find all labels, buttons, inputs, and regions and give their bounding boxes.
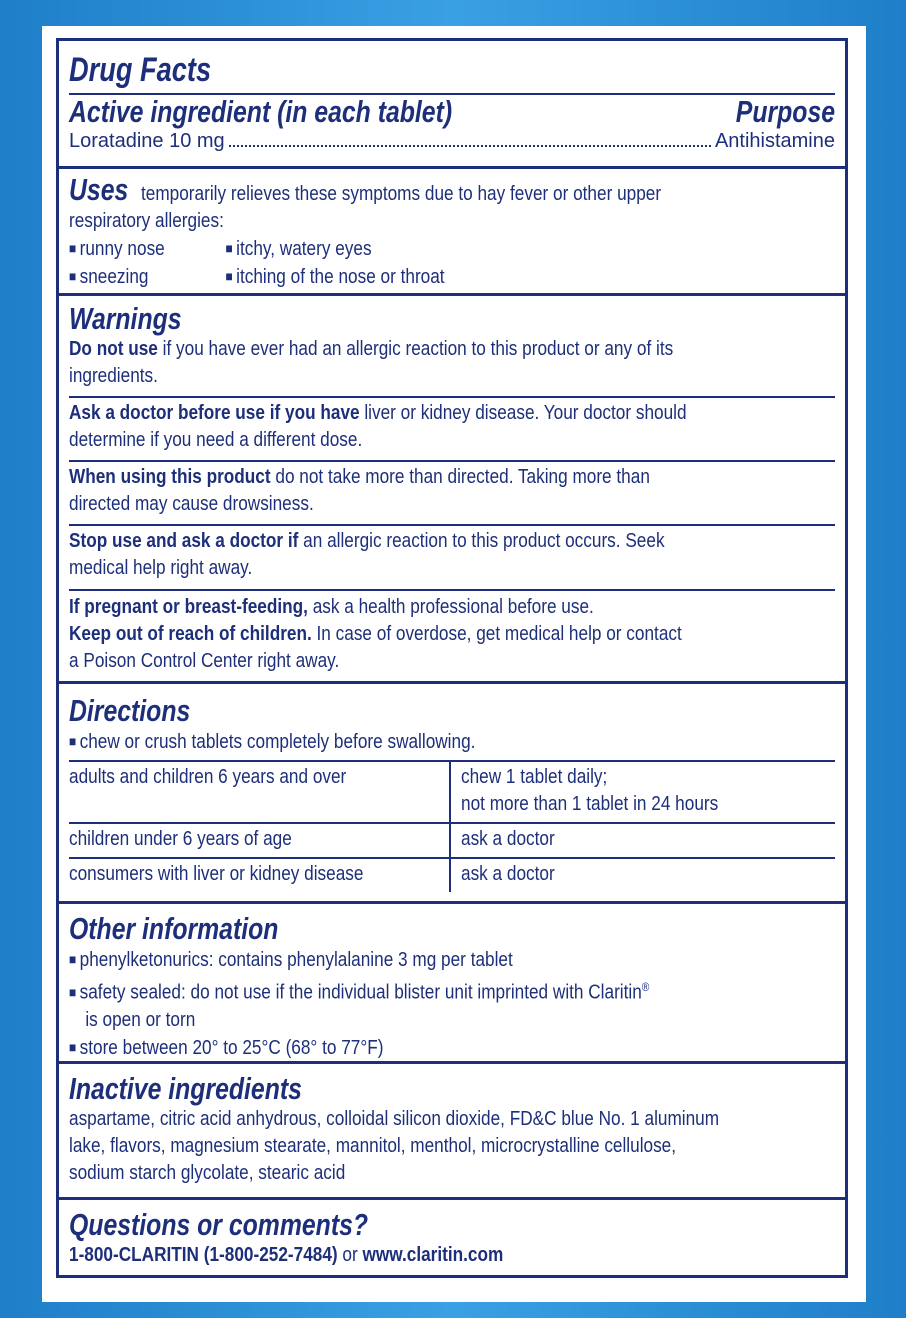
directions-heading: Directions [69, 693, 191, 728]
phone-number[interactable]: 1-800-CLARITIN (1-800-252-7484) [69, 1244, 338, 1266]
ingredient-name: Loratadine 10 mg [69, 130, 225, 152]
bold-lead: Ask a doctor before use if you have [69, 402, 360, 424]
warning-text: determine if you need a different dose. [69, 429, 363, 451]
other-info-section [59, 904, 845, 1064]
dosage-text: ask a doctor [461, 863, 555, 885]
other-info-item [69, 974, 833, 1007]
active-ingredient-section [59, 41, 845, 169]
warning-text: ask a health professional before use. [307, 596, 594, 618]
dosage-text: ask a doctor [461, 828, 555, 850]
inactive-line: aspartame, citric acid anhydrous, colloidal silicon dioxide, FD&C blue No. 1 aluminum [69, 1108, 720, 1130]
purpose-heading: Purpose [735, 94, 835, 129]
dosage-amount [450, 823, 835, 858]
warnings-section [59, 296, 845, 684]
warning-text: directed may cause drowsiness. [69, 493, 314, 515]
inactive-section [59, 1064, 845, 1200]
inactive-line: lake, flavors, magnesium stearate, mannitol, menthol, microcrystalline cellulose, [69, 1135, 677, 1157]
bold-lead: Stop use and ask a doctor if [69, 530, 299, 552]
questions-heading: Questions or comments? [69, 1207, 369, 1242]
other-info-heading: Other information [69, 911, 279, 946]
warning-text: In case of overdose, get medical help or contact [311, 623, 682, 645]
other-info-text: safety sealed: do not use if the individual blister unit imprinted with Claritin [79, 981, 642, 1004]
warning-text: a Poison Control Center right away. [69, 650, 340, 672]
dosage-text: not more than 1 tablet in 24 hours [461, 793, 719, 815]
use-item: ■ itching of the nose or throat [226, 266, 445, 288]
contact-line [69, 1242, 833, 1269]
inactive-line: sodium starch glycolate, stearic acid [69, 1162, 346, 1184]
ingredient-row [69, 129, 835, 153]
uses-line-1: temporarily relieves these symptoms due to hay fever or other upper [141, 183, 662, 205]
bold-lead: Do not use [69, 338, 158, 360]
or-text: or [337, 1244, 363, 1266]
directions-section [59, 684, 845, 904]
use-item: ■ sneezing [69, 263, 226, 291]
label-card [42, 26, 866, 1302]
inactive-heading: Inactive ingredients [69, 1071, 302, 1106]
warning-text: liver or kidney disease. Your doctor should [359, 402, 687, 424]
drug-facts-panel [56, 38, 848, 1278]
other-info-item: ■ phenylketonurics: contains phenylalanine 3 mg per tablet [69, 946, 833, 974]
warning-ask-doctor [69, 396, 835, 460]
table-row [69, 823, 835, 858]
use-item: ■ itchy, watery eyes [226, 238, 372, 260]
warning-text: an allergic reaction to this product occurs. Seek [298, 530, 665, 552]
use-item: ■ runny nose [69, 235, 226, 263]
uses-line-2: respiratory allergies: [69, 210, 224, 232]
uses-list [69, 235, 833, 263]
uses-heading: Uses [69, 172, 129, 207]
warning-stop-use [69, 524, 835, 589]
dosage-amount [450, 858, 835, 892]
ingredient-purpose: Antihistamine [714, 130, 835, 152]
active-ingredient-heading: Active ingredient (in each tablet) [69, 94, 453, 129]
warning-when-using [69, 460, 835, 524]
uses-list [69, 263, 833, 291]
dosage-who-text: adults and children 6 years and over [69, 766, 347, 788]
warning-text: if you have ever had an allergic reaction to this product or any of its [157, 338, 674, 360]
warning-text: do not take more than directed. Taking more than [270, 466, 650, 488]
uses-section [59, 169, 845, 296]
bold-lead: When using this product [69, 466, 271, 488]
dosage-who-text: children under 6 years of age [69, 828, 292, 850]
dosage-who-text: consumers with liver or kidney disease [69, 863, 364, 885]
warning-text: ingredients. [69, 365, 158, 387]
warning-do-not-use [69, 336, 835, 396]
dot-leader [229, 145, 711, 147]
warning-text: medical help right away. [69, 557, 253, 579]
drug-facts-title: Drug Facts [69, 51, 212, 89]
other-info-item: ■ store between 20° to 25°C (68° to 77°F) [69, 1034, 833, 1062]
bold-lead: If pregnant or breast-feeding, [69, 596, 308, 618]
registered-mark: ® [641, 980, 650, 994]
table-row [69, 761, 835, 823]
warning-pregnancy [69, 589, 835, 675]
dosage-amount [450, 761, 835, 823]
warnings-heading: Warnings [69, 301, 182, 336]
other-info-item-cont: is open or torn [85, 1008, 196, 1031]
website-link[interactable]: www.claritin.com [362, 1244, 504, 1266]
directions-bullet: ■ chew or crush tablets completely before swallowing. [69, 728, 833, 756]
questions-section [59, 1200, 845, 1269]
dosage-who [69, 858, 450, 892]
dosage-who [69, 823, 450, 858]
bold-lead: Keep out of reach of children. [69, 623, 312, 645]
table-row [69, 858, 835, 892]
dosage-who [69, 761, 450, 823]
dosage-table [69, 760, 835, 892]
dosage-text: chew 1 tablet daily; [461, 766, 608, 788]
active-ingredient-header [69, 95, 835, 129]
